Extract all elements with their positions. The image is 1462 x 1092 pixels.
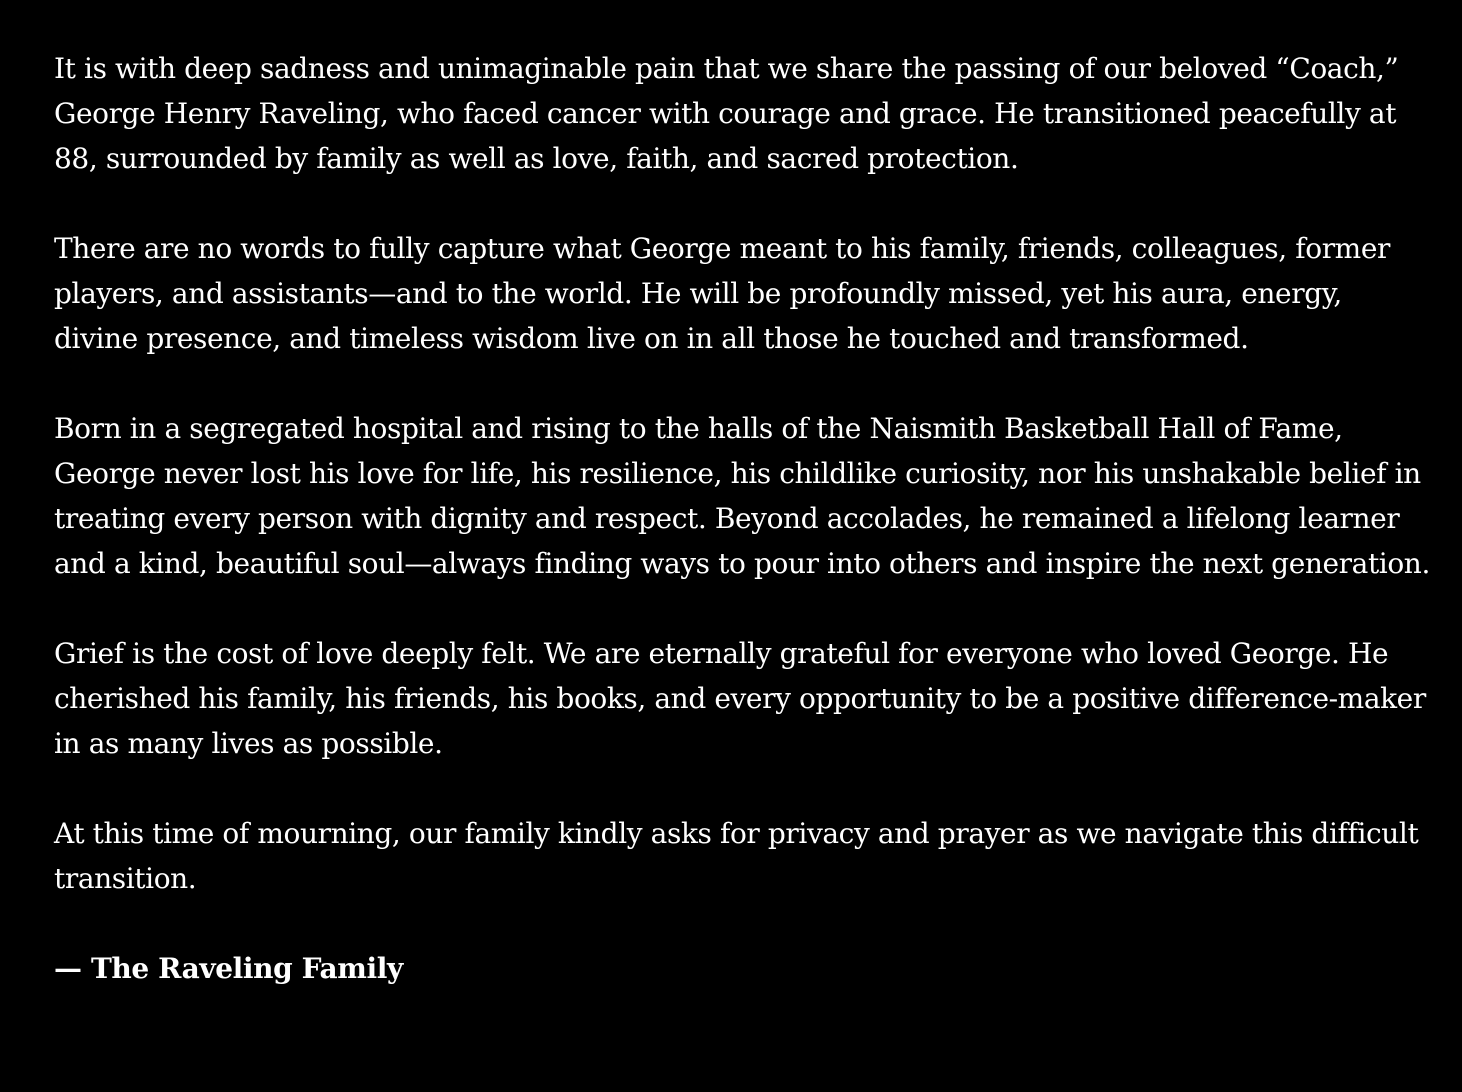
statement-paragraph-1: It is with deep sadness and unimaginable pain that we share the passing of our beloved “Coach,” George Henry Raveling, who faced cancer with courage and grace. He transitioned peacefully at 88, surrounded by family as well as love, faith, and sacred protection. xyxy=(54,52,1399,175)
statement-paragraph-2: There are no words to fully capture what George meant to his family, friends, colleagues, former players, and assistants—and to the world. He will be profoundly missed, yet his aura, energy, divine presence, and timeless wisdom live on in all those he touched and transformed. xyxy=(54,232,1390,355)
statement-paragraph-3: Born in a segregated hospital and rising to the halls of the Naismith Basketball Hall of Fame, George never lost his love for life, his resilience, his childlike curiosity, nor his unshakable belief in treating every person with dignity and respect. Beyond accolades, he remained a lifelong learner and a kind, beautiful soul—always finding ways to pour into others and inspire the next generation. xyxy=(54,412,1430,580)
family-statement xyxy=(54,46,1434,1036)
statement-paragraph-5: At this time of mourning, our family kindly asks for privacy and prayer as we navigate this difficult transition. xyxy=(54,817,1419,895)
signature: — The Raveling Family xyxy=(54,952,403,985)
statement-paragraph-4: Grief is the cost of love deeply felt. We are eternally grateful for everyone who loved George. He cherished his family, his friends, his books, and every opportunity to be a positive difference-maker in as many lives as possible. xyxy=(54,637,1426,760)
